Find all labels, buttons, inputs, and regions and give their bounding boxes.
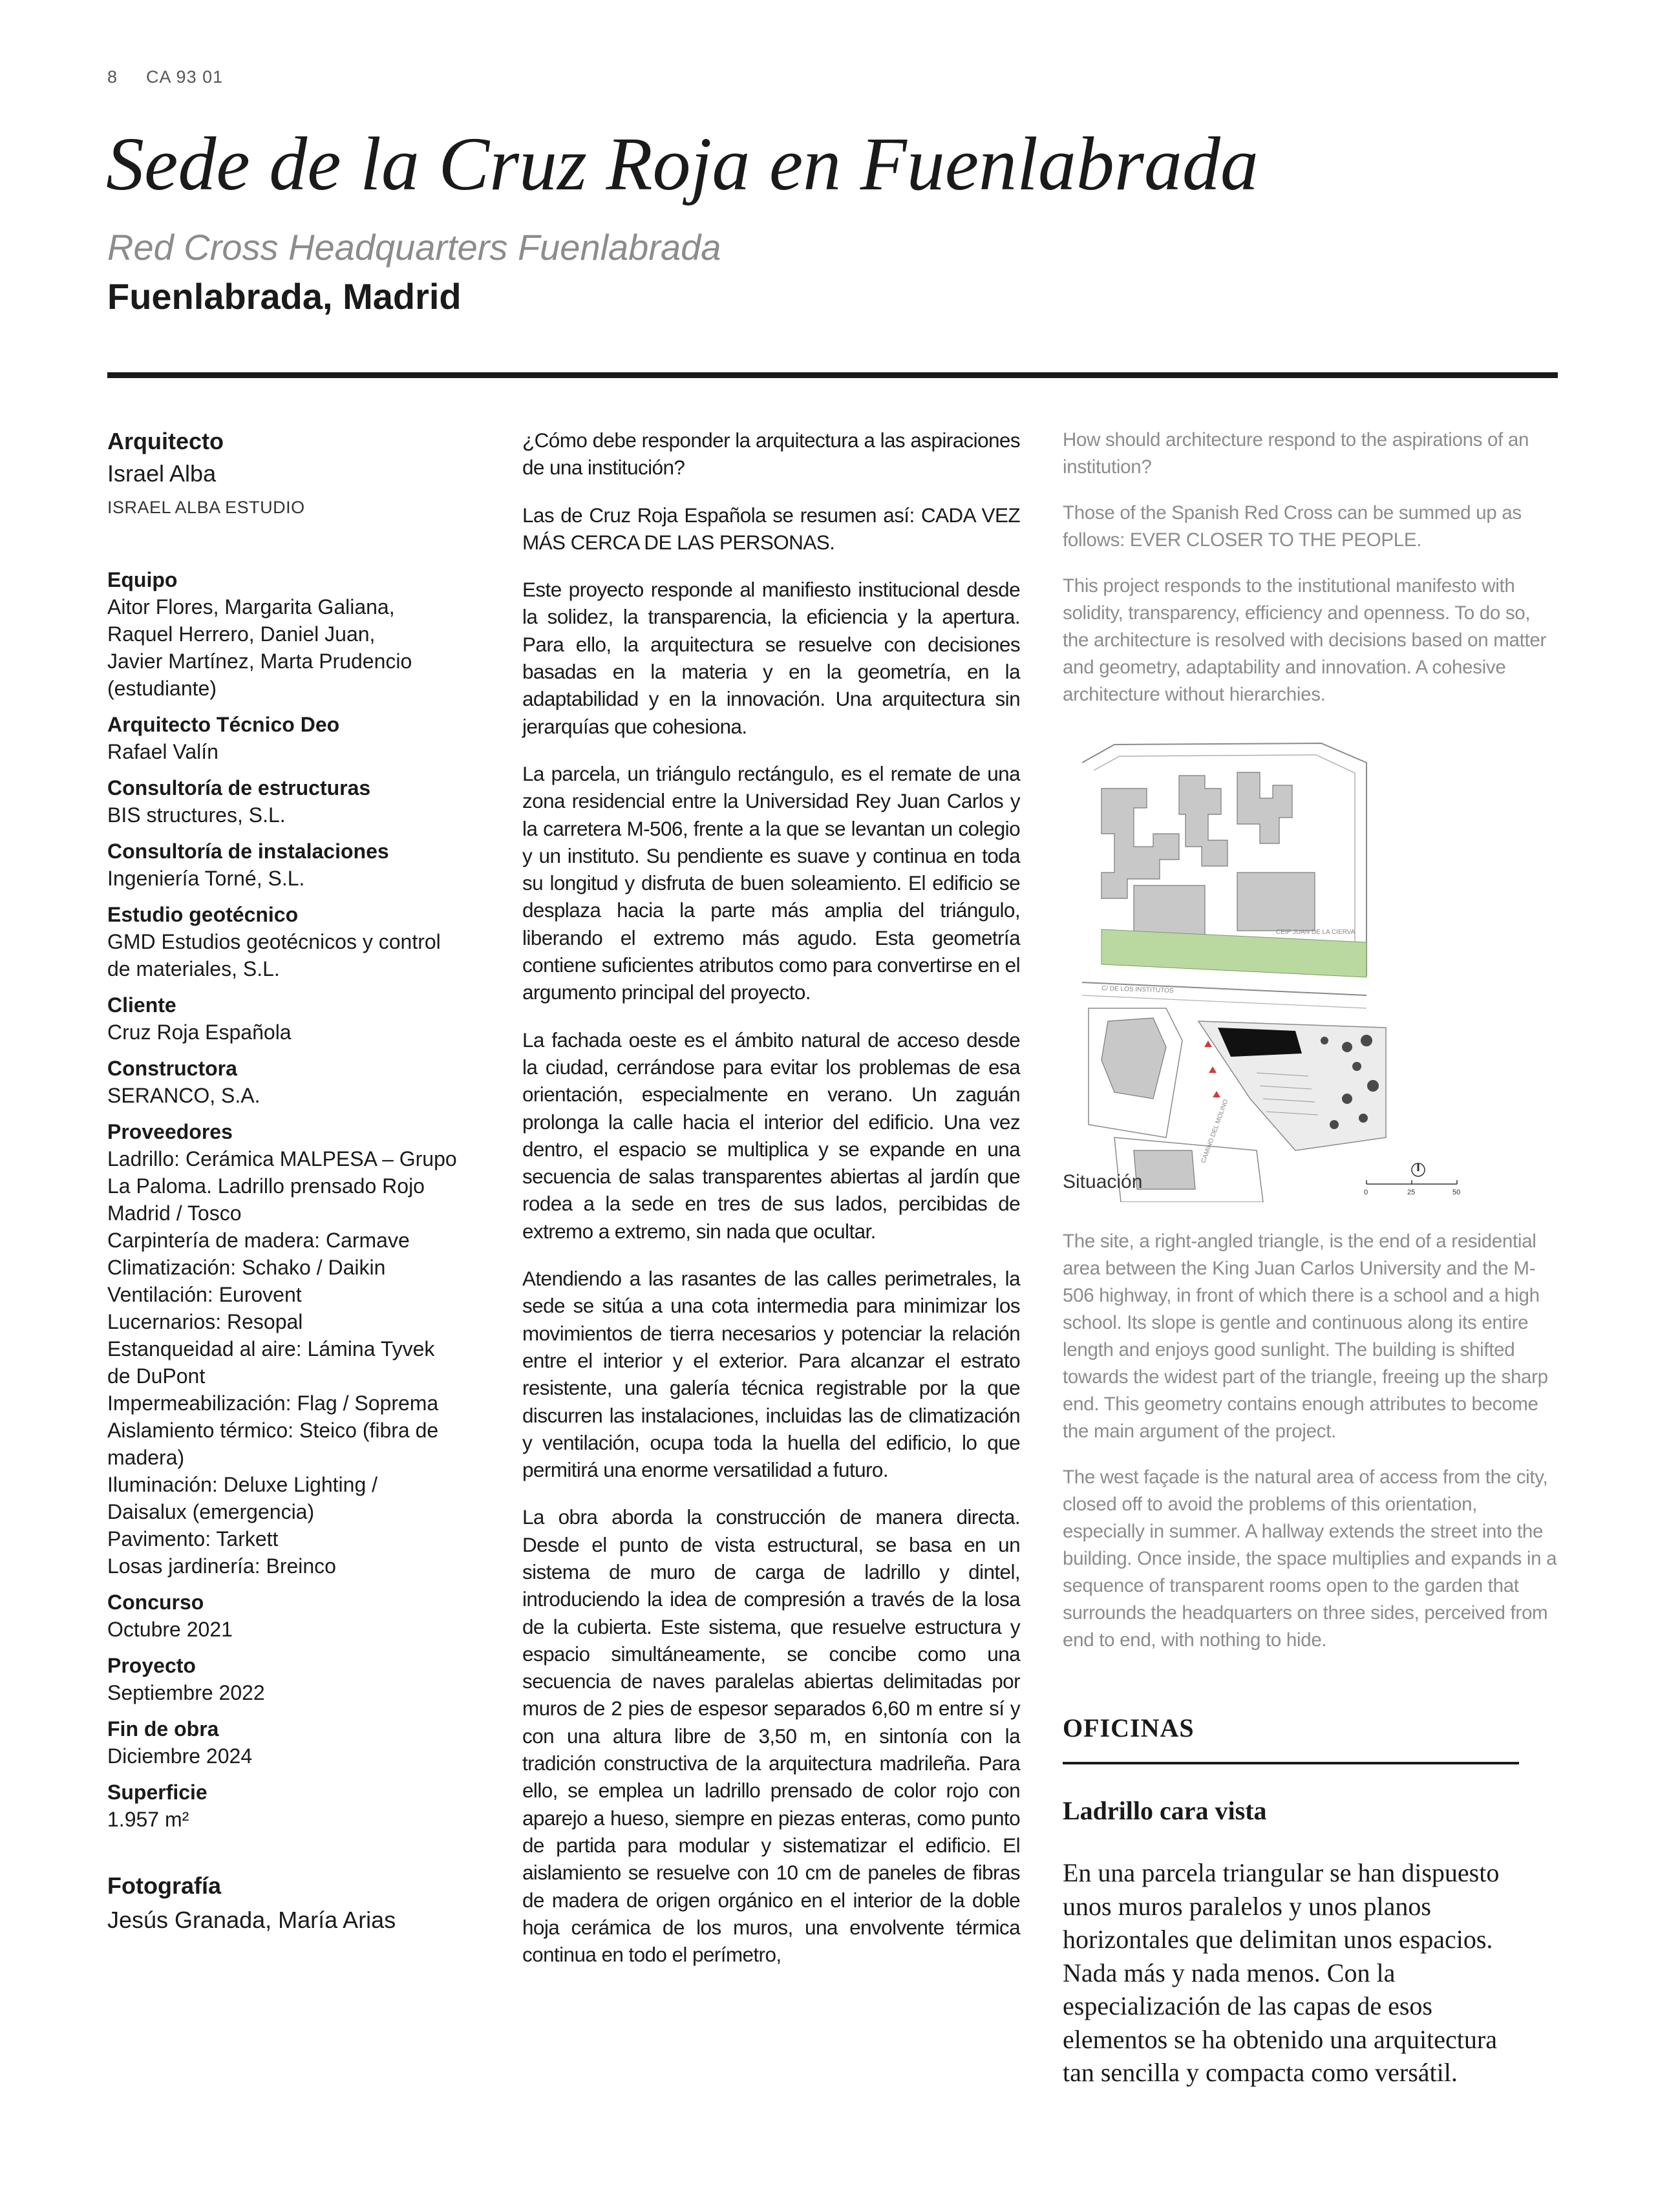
credit-group [107, 711, 495, 765]
spanish-paragraph: ¿Cómo debe responder la arquitectura a las aspiraciones de una institución? [522, 429, 1020, 480]
credit-value: SERANCO, S.A. [107, 1084, 261, 1107]
english-text-bottom [1063, 1228, 1558, 1673]
credit-group [107, 1118, 495, 1580]
page-number: 8 [107, 67, 118, 87]
sidebar-rule [1063, 1762, 1519, 1764]
credit-heading: Concurso [107, 1591, 204, 1614]
credit-group [107, 1779, 495, 1833]
credit-group [107, 1652, 495, 1706]
scale-label: 50 [1452, 1189, 1461, 1196]
spanish-paragraph: Las de Cruz Roja Española se resumen así: CADA VEZ MÁS CERCA DE LAS PERSONAS. [522, 503, 1020, 554]
neighbour-buildings [1101, 772, 1315, 937]
credits-column [107, 427, 495, 1936]
architect-heading: Arquitecto [107, 428, 224, 454]
architect-studio: ISRAEL ALBA ESTUDIO [107, 498, 305, 517]
road-edge [1082, 995, 1366, 1008]
credit-group [107, 1589, 495, 1643]
photography-credit [107, 1870, 495, 1936]
credit-heading: Fin de obra [107, 1717, 219, 1741]
architect-name: Israel Alba [107, 460, 217, 487]
english-paragraph: This project responds to the institutional manifesto with solidity, transparency, efficiency and openness. To do so, the architecture is resolved with decisions based on matter and geometry, adaptability and innovation. A cohesive architecture without hierarchies. [1063, 575, 1547, 705]
spanish-paragraph: La fachada oeste es el ámbito natural de acceso desde la ciudad, cerrándose para evitar los problemas de esa orientación, especialmente en verano. Un zaguán prolonga la calle hacia el interior del edificio. Una vez dentro, el espacio se multiplica y se expande en una secuencia de salas transparentes abiertas al jardín que rodea a la sede en tres de sus lados, percibidas de extremo a extremo, sin nada que ocultar. [522, 1028, 1020, 1243]
site-plan-drawing [1063, 737, 1558, 1202]
credit-heading: Superficie [107, 1781, 207, 1804]
lower-left-building [1101, 1018, 1166, 1099]
photography-value: Jesús Granada, María Arias [107, 1907, 396, 1933]
credit-heading: Cliente [107, 993, 176, 1017]
spanish-paragraph: Atendiendo a las rasantes de las calles perimetrales, la sede se sitúa a una cota intermedia para minimizar los movimientos de tierra necesarios y potenciar la relación entre el interior y el exterior. Para alcanzar el estrato resistente, una galería técnica registrable por la que discurren las instalaciones, incluidas las de climatización y ventilación, ocupa toda la huella del edificio, lo que permitirá una enorme versatilidad a futuro. [522, 1267, 1020, 1482]
credit-value: Septiembre 2022 [107, 1681, 265, 1704]
street-label: C/ DE LOS INSTITUTOS [1101, 985, 1174, 995]
spanish-text-column [522, 427, 1020, 1988]
credit-heading: Proyecto [107, 1654, 196, 1677]
credit-heading: Arquitecto Técnico Deo [107, 713, 340, 736]
scale-label: 25 [1407, 1189, 1416, 1196]
spanish-paragraph: Este proyecto responde al manifiesto institucional desde la solidez, la transparencia, la eficiencia y la apertura. Para ello, la arquitectura se resuelve con decisiones basadas en la materia y en la geometría, en la adaptabilidad y en la innovación. Una arquitectura sin jerarquías que cohesiona. [522, 578, 1020, 738]
lower-right-building [1134, 1150, 1195, 1189]
map-caption: Situación [1063, 1171, 1143, 1192]
credit-heading: Estudio geotécnico [107, 903, 299, 926]
project-building [1218, 1028, 1302, 1057]
credit-heading: Consultoría de instalaciones [107, 840, 389, 863]
scale-label: 0 [1364, 1189, 1368, 1196]
credit-value: Octubre 2021 [107, 1618, 233, 1641]
credit-value: Diciembre 2024 [107, 1744, 253, 1768]
sidebar-heading: Ladrillo cara vista [1063, 1796, 1267, 1825]
page-header [107, 67, 251, 87]
credit-group [107, 838, 495, 892]
credit-heading: Proveedores [107, 1120, 233, 1143]
credit-group [107, 1055, 495, 1109]
credit-heading: Consultoría de estructuras [107, 776, 371, 799]
credit-group [107, 1715, 495, 1770]
page-title: Sede de la Cruz Roja en Fuenlabrada [106, 122, 1259, 206]
sidebar-section-label: OFICINAS [1063, 1713, 1195, 1742]
green-strip [1101, 929, 1366, 977]
page-subtitle: Red Cross Headquarters Fuenlabrada [107, 227, 721, 268]
credit-value: Cruz Roja Española [107, 1021, 292, 1044]
street-label: CEIP JUAN DE LA CIERVA [1276, 929, 1356, 936]
credit-value: Rafael Valín [107, 740, 218, 763]
street-label: CAMINO DEL MOLINO [1200, 1098, 1230, 1165]
credit-value: 1.957 m² [107, 1808, 189, 1831]
credit-group [107, 901, 495, 982]
sidebar-body: En una parcela triangular se han dispuesto unos muros paralelos y unos planos horizontales que delimitan unos espacios. Nada más y nada menos. Con la especialización de las capas de esos elementos se ha obtenido una arquitectura tan sencilla y compacta como versátil. [1063, 1858, 1500, 2087]
credit-value: BIS structures, S.L. [107, 803, 286, 827]
english-text-top [1063, 427, 1558, 727]
credit-group [107, 991, 495, 1046]
spanish-paragraph: La parcela, un triángulo rectángulo, es el remate de una zona residencial entre la Universidad Rey Juan Carlos y la carretera M-506, frente a la que se levantan un colegio y un instituto. Su pendiente es suave y continua en toda su longitud y disfruta de buen soleamiento. El edificio se desplaza hacia la parte más amplia del triángulo, liberando el extremo más agudo. Esta geometría contiene suficientes atributos como para convertirse en el argumento principal del proyecto. [522, 761, 1020, 1004]
credit-value: Aitor Flores, Margarita Galiana, Raquel Herrero, Daniel Juan, Javier Martínez, Marta Prudencio (estudiante) [107, 595, 412, 700]
credit-value: Ingeniería Torné, S.L. [107, 867, 305, 890]
spanish-paragraph: La obra aborda la construcción de manera directa. Desde el punto de vista estructural, se basa en un sistema de muro de carga de ladrillo y dintel, introduciendo la idea de compresión a través de la losa de la cubierta. Este sistema, que resuelve estructura y espacio simultáneamente, se concibe como una secuencia de naves paralelas abiertas delimitadas por muros de 2 pies de espesor separados 6,60 m entre sí y con una altura libre de 3,50 m, en sintonía con la tradición constructiva de la arquitectura madrileña. Para ello, se emplea un ladrillo prensado de color rojo con aparejo a hueso, siempre en piezas enteras, como punto de partida para modular y sistematizar el edificio. El aislamiento se resuelve con 10 cm de paneles de fibras de madera de origen orgánico en el interior de la doble hoja cerámica de los muros, una envolvente térmica continua en todo el perímetro, [522, 1505, 1020, 1967]
english-paragraph: How should architecture respond to the aspirations of an institution? [1063, 429, 1529, 478]
credit-heading: Equipo [107, 568, 178, 591]
credit-value: Ladrillo: Cerámica MALPESA – Grupo La Paloma. Ladrillo prensado Rojo Madrid / Tosco Carpintería de madera: Carmave Climatización: Schako / Daikin Ventilación: Eurovent Lucernarios: Resopal Estanqueidad al aire: Lámina Tyvek de DuPont Impermeabilización: Flag / Soprema Aislamiento térmico: Steico (fibra de madera) Iluminación: Deluxe Lighting / Daisalux (emergencia) Pavimento: Tarkett Losas jardinería: Breinco [107, 1147, 457, 1578]
credit-value: GMD Estudios geotécnicos y control de materiales, S.L. [107, 930, 441, 980]
english-paragraph: The west façade is the natural area of access from the city, closed off to avoid the problems of this orientation, especially in summer. A hallway extends the street into the building. Once inside, the space multiplies and expands in a sequence of transparent rooms open to the garden that surrounds the headquarters on three sides, perceived from end to end, with nothing to hide. [1063, 1466, 1557, 1651]
photography-heading: Fotografía [107, 1872, 221, 1899]
credit-group [107, 566, 495, 702]
location-heading: Fuenlabrada, Madrid [107, 276, 462, 317]
credit-heading: Constructora [107, 1057, 237, 1080]
english-paragraph: Those of the Spanish Red Cross can be summed up as follows: EVER CLOSER TO THE PEOPLE. [1063, 502, 1522, 551]
header-rule [107, 372, 1558, 378]
issue-code: CA 93 01 [146, 67, 224, 87]
english-paragraph: The site, a right-angled triangle, is the end of a residential area between the King Juan Carlos University and the M-506 highway, in front of which there is a school and a high school. Its slope is gentle and continuous along its entire length and enjoys good sunlight. The building is shifted towards the widest part of the triangle, freeing up the sharp end. This geometry contains enough attributes to become the main argument of the project. [1063, 1231, 1548, 1442]
credit-group [107, 774, 495, 829]
